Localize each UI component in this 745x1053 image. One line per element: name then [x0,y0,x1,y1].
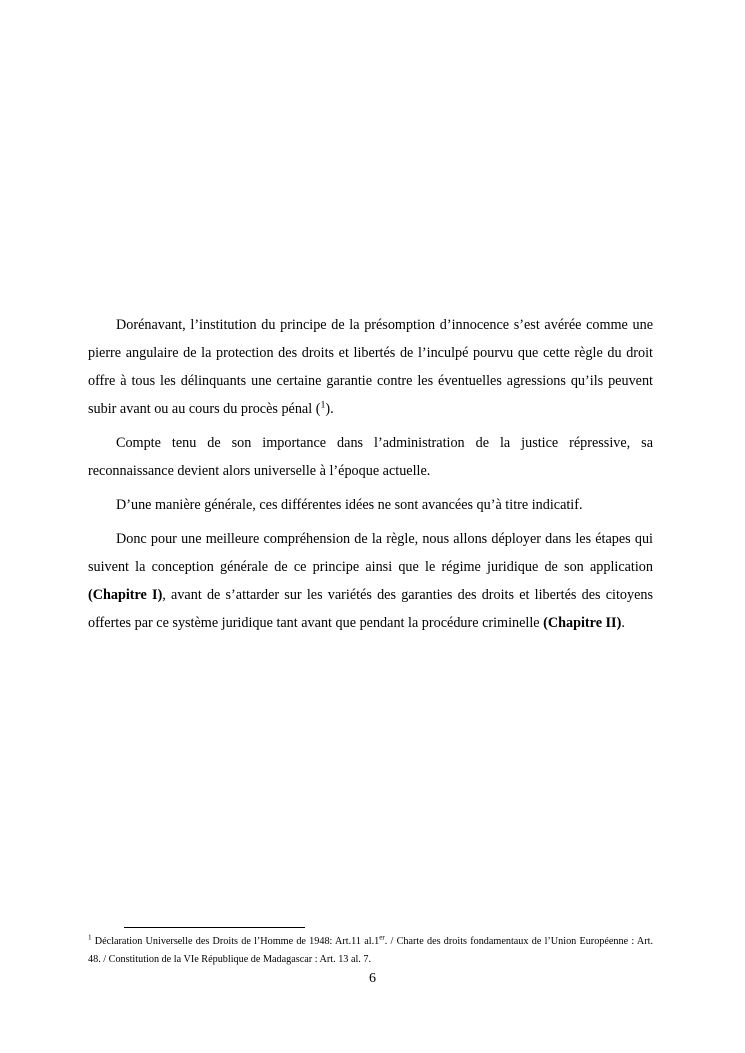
paragraph-3-text: D’une manière générale, ces différentes idées ne sont avancées qu’à titre indicatif. [116,497,583,513]
paragraph-4-text-c: . [621,615,625,631]
paragraph-2 [88,429,653,485]
footnote-reference[interactable]: 1 [320,399,326,411]
paragraph-1-end: ). [325,401,334,417]
paragraph-1 [88,311,653,423]
footnote-number: 1 [88,933,92,942]
paragraph-1-text: Dorénavant, l’institution du principe de la présomption d’innocence s’est avérée comme une pierre angulaire de la protection des droits et libertés de l’inculpé pourvu que cette règle du droit offre à tous les délinquants une certaine garantie contre les éventuelles agressions qu’ils peuvent subir avant ou au cours du procès pénal ( [88,317,653,417]
body-text [88,311,653,643]
paragraph-2-text: Compte tenu de son importance dans l’administration de la justice répressive, sa reconnaissance devient alors universelle à l’époque actuelle. [88,435,653,479]
paragraph-3 [88,491,653,519]
paragraph-4-text-a: Donc pour une meilleure compréhension de la règle, nous allons déployer dans les étapes qui suivent la conception générale de ce principe ainsi que le régime juridique de son application [88,531,653,575]
footnote-separator [124,927,305,928]
footnote-text-a: Déclaration Universelle des Droits de l’Homme de 1948: Art.11 al.1 [91,936,380,947]
page-number: 6 [369,971,376,986]
chapter-1-reference: (Chapitre I) [88,587,163,603]
paragraph-4-text-b: , avant de s’attarder sur les variétés des garanties des droits et libertés des citoyens offertes par ce système juridique tant avant que pendant la procédure criminelle [88,587,653,631]
footnote-superscript: er [379,933,385,942]
chapter-2-reference: (Chapitre II) [543,615,622,631]
footnote [88,933,653,969]
paragraph-4 [88,525,653,637]
footnote-text-b: . / Charte des droits fondamentaux de l’Union Européenne : Art. 48. / Constitution de la VIe République de Madagascar : Art. 13 al. 7. [88,936,653,965]
